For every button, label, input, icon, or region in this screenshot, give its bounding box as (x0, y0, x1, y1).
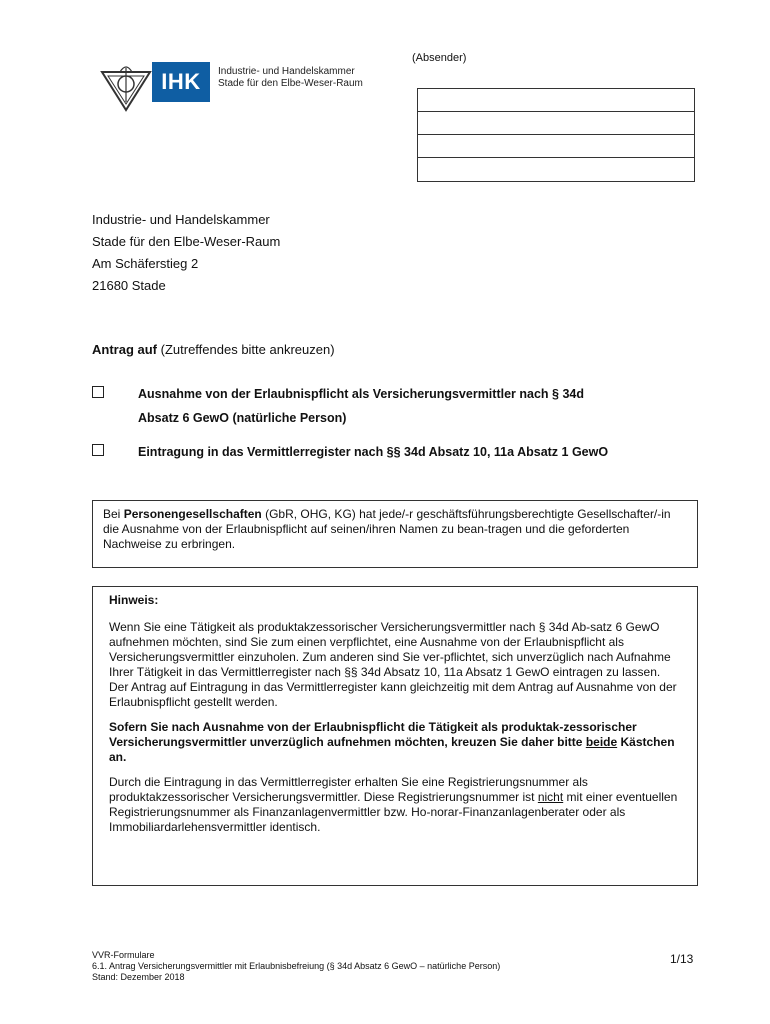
footer (92, 950, 500, 983)
address-line-4: 21680 Stade (92, 278, 166, 293)
hinweis-p2-underline: beide (585, 735, 618, 749)
sender-line-2[interactable] (418, 112, 694, 135)
antrag-title: Antrag auf (92, 342, 157, 357)
hinweis-p2-before: Sofern Sie nach Ausnahme von der Erlaubnispflicht die Tätigkeit als produktak-zessorischer Versicherungsvermittler unverzüglich aufnehmen möchten, kreuzen Sie daher bitte (109, 720, 637, 749)
antrag-heading (92, 342, 335, 357)
footer-line-3: Stand: Dezember 2018 (92, 972, 185, 982)
hinweis-box (92, 586, 698, 886)
footer-line-1: VVR-Formulare (92, 950, 155, 960)
option-eintragung-label (138, 440, 608, 464)
address-line-1: Industrie- und Handelskammer (92, 212, 270, 227)
hinweis-p3-underline: nicht (537, 790, 564, 804)
pg-bold: Personengesellschaften (123, 507, 262, 521)
recipient-address (92, 209, 280, 297)
logo-line-1: Industrie- und Handelskammer (218, 66, 355, 77)
hinweis-p2-after: Kästchen an. (109, 735, 675, 764)
hinweis-paragraph-1: Wenn Sie eine Tätigkeit als produktakzessorischer Versicherungsvermittler nach § 34d Ab-satz 6 GewO aufnehmen möchten, sind Sie zum einen verpflichtet, eine Ausnahme von der Erlaubnispflicht als Versicherungsvermittler einzuholen. Zum anderen sind Sie ver-pflichtet, sich unverzüglich nach Aufnahme Ihrer Tätigkeit in das Vermittlerregister nach §§ 34d Absatz 10, 11a Absatz 1 GewO eintragen zu lassen. Der Antrag auf Eintragung in das Vermittlerregister kann gleichzeitig mit dem Antrag auf Ausnahme von der Erlaubnispflicht gestellt werden. (109, 620, 677, 709)
ihk-logo (100, 58, 390, 120)
option-ausnahme-line-1: Ausnahme von der Erlaubnispflicht als Versicherungsvermittler nach § 34d (138, 387, 584, 401)
address-line-2: Stade für den Elbe-Weser-Raum (92, 234, 281, 249)
sender-line-1[interactable] (418, 89, 694, 112)
logo-line-2: Stade für den Elbe-Weser-Raum (218, 78, 363, 89)
page-number: 1/13 (670, 952, 694, 966)
personengesellschaften-text (103, 507, 687, 552)
checkbox-eintragung[interactable] (92, 444, 104, 456)
logo-text (218, 66, 363, 90)
hinweis-p3-after: mit einer eventuellen Registrierungsnummer als Finanzanlagenvermittler bzw. Ho-norar-Finanzanlagenberater oder als Immobiliardarlehensvermittler identisch. (109, 790, 678, 834)
option-ausnahme-label (138, 382, 584, 430)
ihk-emblem-icon (100, 58, 152, 116)
pg-prefix: Bei (103, 507, 121, 521)
ihk-mark: IHK (152, 62, 210, 102)
sender-line-4[interactable] (418, 158, 694, 181)
address-line-3: Am Schäferstieg 2 (92, 256, 199, 271)
hinweis-paragraph-3 (109, 775, 681, 835)
hinweis-paragraph-2 (109, 720, 681, 765)
footer-line-2: 6.1. Antrag Versicherungsvermittler mit Erlaubnisbefreiung (§ 34d Absatz 6 GewO – natürliche Person) (92, 961, 501, 971)
sender-address-box (417, 88, 695, 182)
option-ausnahme (92, 382, 692, 430)
option-eintragung (92, 440, 692, 464)
pg-rest: (GbR, OHG, KG) hat jede/-r geschäftsführungsberechtigte Gesellschafter/-in die Ausnahme von der Erlaubnispflicht auf seinen/ihren Namen zu bean-tragen und die geforderten Nachweise zu erbringen. (103, 507, 671, 551)
hinweis-title: Hinweis: (109, 593, 159, 607)
option-eintragung-line-1: Eintragung in das Vermittlerregister nach §§ 34d Absatz 10, 11a Absatz 1 GewO (138, 445, 609, 459)
antrag-hint: (Zutreffendes bitte ankreuzen) (160, 342, 335, 357)
hinweis-p3-before: Durch die Eintragung in das Vermittlerregister erhalten Sie eine Registrierungsnummer als produktakzessorischer Versicherungsvermittler. Diese Registrierungsnummer ist (109, 775, 588, 804)
option-ausnahme-line-2: Absatz 6 GewO (natürliche Person) (138, 411, 347, 425)
personengesellschaften-box (92, 500, 698, 568)
sender-label: (Absender) (412, 52, 467, 64)
sender-line-3[interactable] (418, 135, 694, 158)
checkbox-ausnahme[interactable] (92, 386, 104, 398)
